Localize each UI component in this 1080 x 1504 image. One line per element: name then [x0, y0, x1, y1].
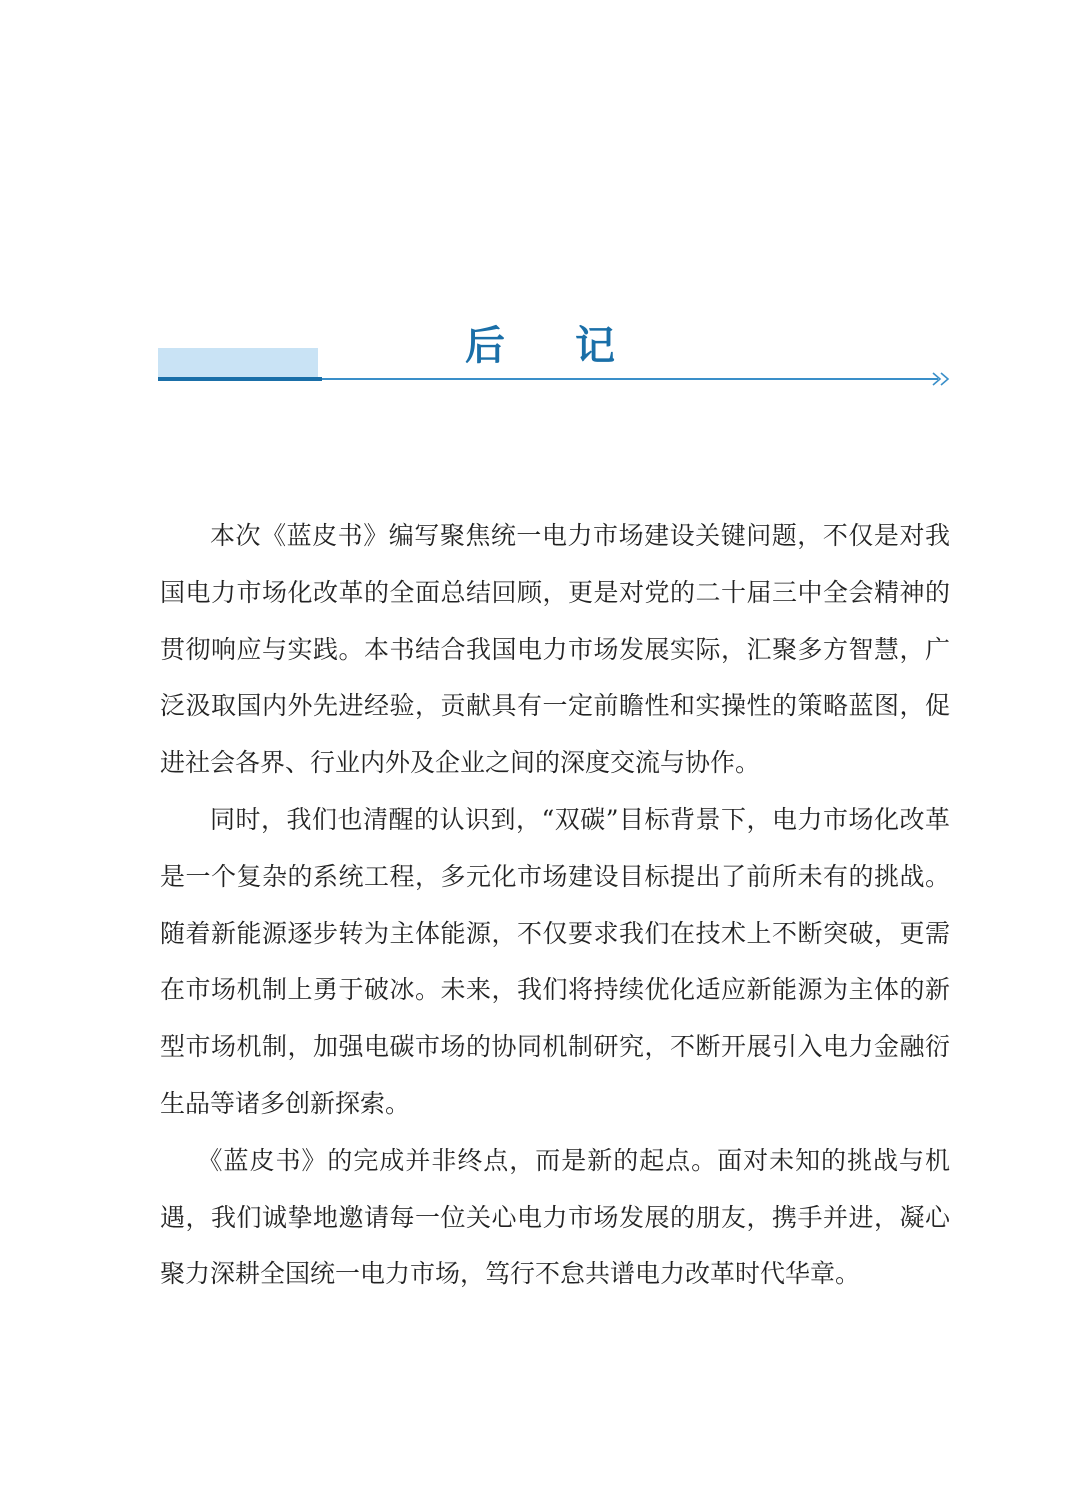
body-text — [160, 508, 950, 1303]
paragraph-3: 《蓝皮书》的完成并非终点，而是新的起点。面对未知的挑战与机遇，我们诚挚地邀请每一位关心电力市场发展的朋友，携手并进，凝心聚力深耕全国统一电力市场，笃行不怠共谱电力改革时代华章。 — [160, 1145, 950, 1289]
paragraph-2: 同时，我们也清醒的认识到，“双碳”目标背景下，电力市场化改革是一个复杂的系统工程，多元化市场建设目标提出了前所未有的挑战。随着新能源逐步转为主体能源，不仅要求我们在技术上不断突破，更需在市场机制上勇于破冰。未来，我们将持续优化适应新能源为主体的新型市场机制，加强电碳市场的协同机制研究，不断开展引入电力金融衍生品等诸多创新探索。 — [160, 804, 950, 1118]
page-title: 后 记 — [465, 323, 643, 369]
title-underline-thick-segment — [158, 377, 322, 381]
paragraph-1: 本次《蓝皮书》编写聚焦统一电力市场建设关键问题，不仅是对我国电力市场化改革的全面总结回顾，更是对党的二十届三中全会精神的贯彻响应与实践。本书结合我国电力市场发展实际，汇聚多方智慧，广泛汲取国内外先进经验，贡献具有一定前瞻性和实操性的策略蓝图，促进社会各界、行业内外及企业之间的深度交流与协作。 — [160, 521, 950, 778]
